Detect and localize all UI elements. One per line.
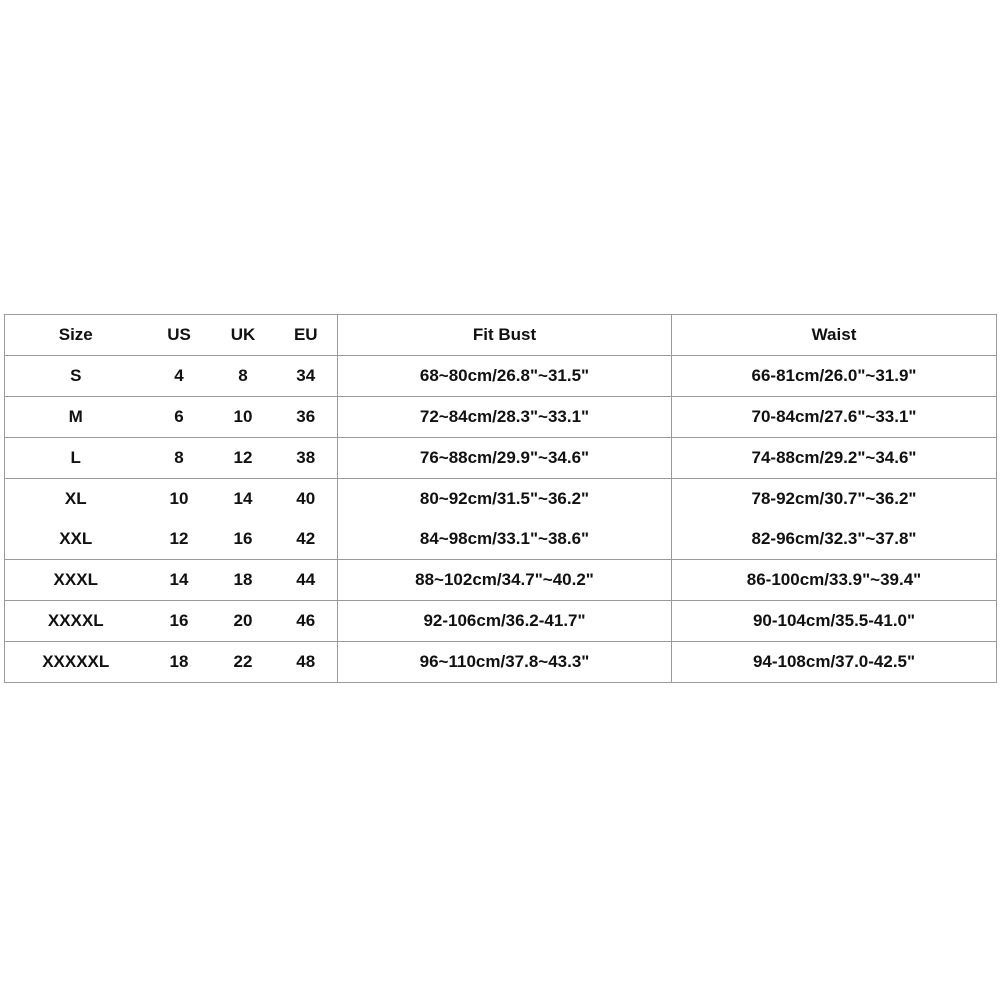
header-us: US [167, 325, 191, 344]
cell-uk: 10 [233, 407, 253, 426]
cell-size: XXL [5, 519, 147, 560]
cell-uk: 8 [238, 366, 248, 385]
table-row [5, 519, 997, 560]
cell-us: 14 [169, 570, 189, 589]
cell-size: S [5, 356, 147, 397]
cell-size: XXXXL [5, 601, 147, 642]
table-row [5, 479, 997, 520]
cell-fit-bust: 96~110cm/37.8~43.3" [338, 642, 672, 683]
cell-size: XXXL [5, 560, 147, 601]
cell-us: 12 [169, 529, 189, 548]
table-row [5, 560, 997, 601]
cell-eu: 34 [275, 356, 338, 397]
cell-waist: 78-92cm/30.7"~36.2" [672, 479, 997, 520]
cell-us: 8 [174, 448, 184, 467]
cell-eu: 40 [275, 479, 338, 520]
table-row [5, 642, 997, 683]
cell-waist: 90-104cm/35.5-41.0" [672, 601, 997, 642]
cell-waist: 74-88cm/29.2"~34.6" [672, 438, 997, 479]
cell-size: XXXXXL [5, 642, 147, 683]
cell-us: 10 [169, 489, 189, 508]
cell-us: 16 [169, 611, 189, 630]
cell-fit-bust: 68~80cm/26.8"~31.5" [338, 356, 672, 397]
cell-uk: 12 [233, 448, 253, 467]
header-fit-bust: Fit Bust [338, 315, 672, 356]
header-row [5, 315, 997, 356]
cell-eu: 42 [275, 519, 338, 560]
cell-fit-bust: 84~98cm/33.1"~38.6" [338, 519, 672, 560]
header-uk: UK [230, 325, 256, 344]
cell-us: 18 [169, 652, 189, 671]
cell-uk: 22 [233, 652, 253, 671]
cell-eu: 38 [275, 438, 338, 479]
cell-waist: 94-108cm/37.0-42.5" [672, 642, 997, 683]
table-row [5, 438, 997, 479]
cell-eu: 44 [275, 560, 338, 601]
cell-eu: 46 [275, 601, 338, 642]
cell-eu: 48 [275, 642, 338, 683]
header-size: Size [5, 315, 147, 356]
table-row [5, 601, 997, 642]
cell-waist: 82-96cm/32.3"~37.8" [672, 519, 997, 560]
table-row [5, 356, 997, 397]
cell-size: XL [5, 479, 147, 520]
table-row [5, 397, 997, 438]
cell-waist: 70-84cm/27.6"~33.1" [672, 397, 997, 438]
cell-size: L [5, 438, 147, 479]
cell-fit-bust: 80~92cm/31.5"~36.2" [338, 479, 672, 520]
header-eu: EU [275, 315, 338, 356]
cell-eu: 36 [275, 397, 338, 438]
cell-uk: 16 [233, 529, 253, 548]
cell-uk: 14 [233, 489, 253, 508]
header-waist: Waist [672, 315, 997, 356]
cell-waist: 66-81cm/26.0"~31.9" [672, 356, 997, 397]
cell-size: M [5, 397, 147, 438]
cell-us: 4 [174, 366, 184, 385]
cell-fit-bust: 72~84cm/28.3"~33.1" [338, 397, 672, 438]
cell-fit-bust: 88~102cm/34.7"~40.2" [338, 560, 672, 601]
cell-waist: 86-100cm/33.9"~39.4" [672, 560, 997, 601]
cell-fit-bust: 76~88cm/29.9"~34.6" [338, 438, 672, 479]
cell-uk: 18 [233, 570, 253, 589]
cell-us: 6 [174, 407, 184, 426]
cell-uk: 20 [233, 611, 253, 630]
size-chart-table [4, 314, 997, 683]
cell-fit-bust: 92-106cm/36.2-41.7" [338, 601, 672, 642]
